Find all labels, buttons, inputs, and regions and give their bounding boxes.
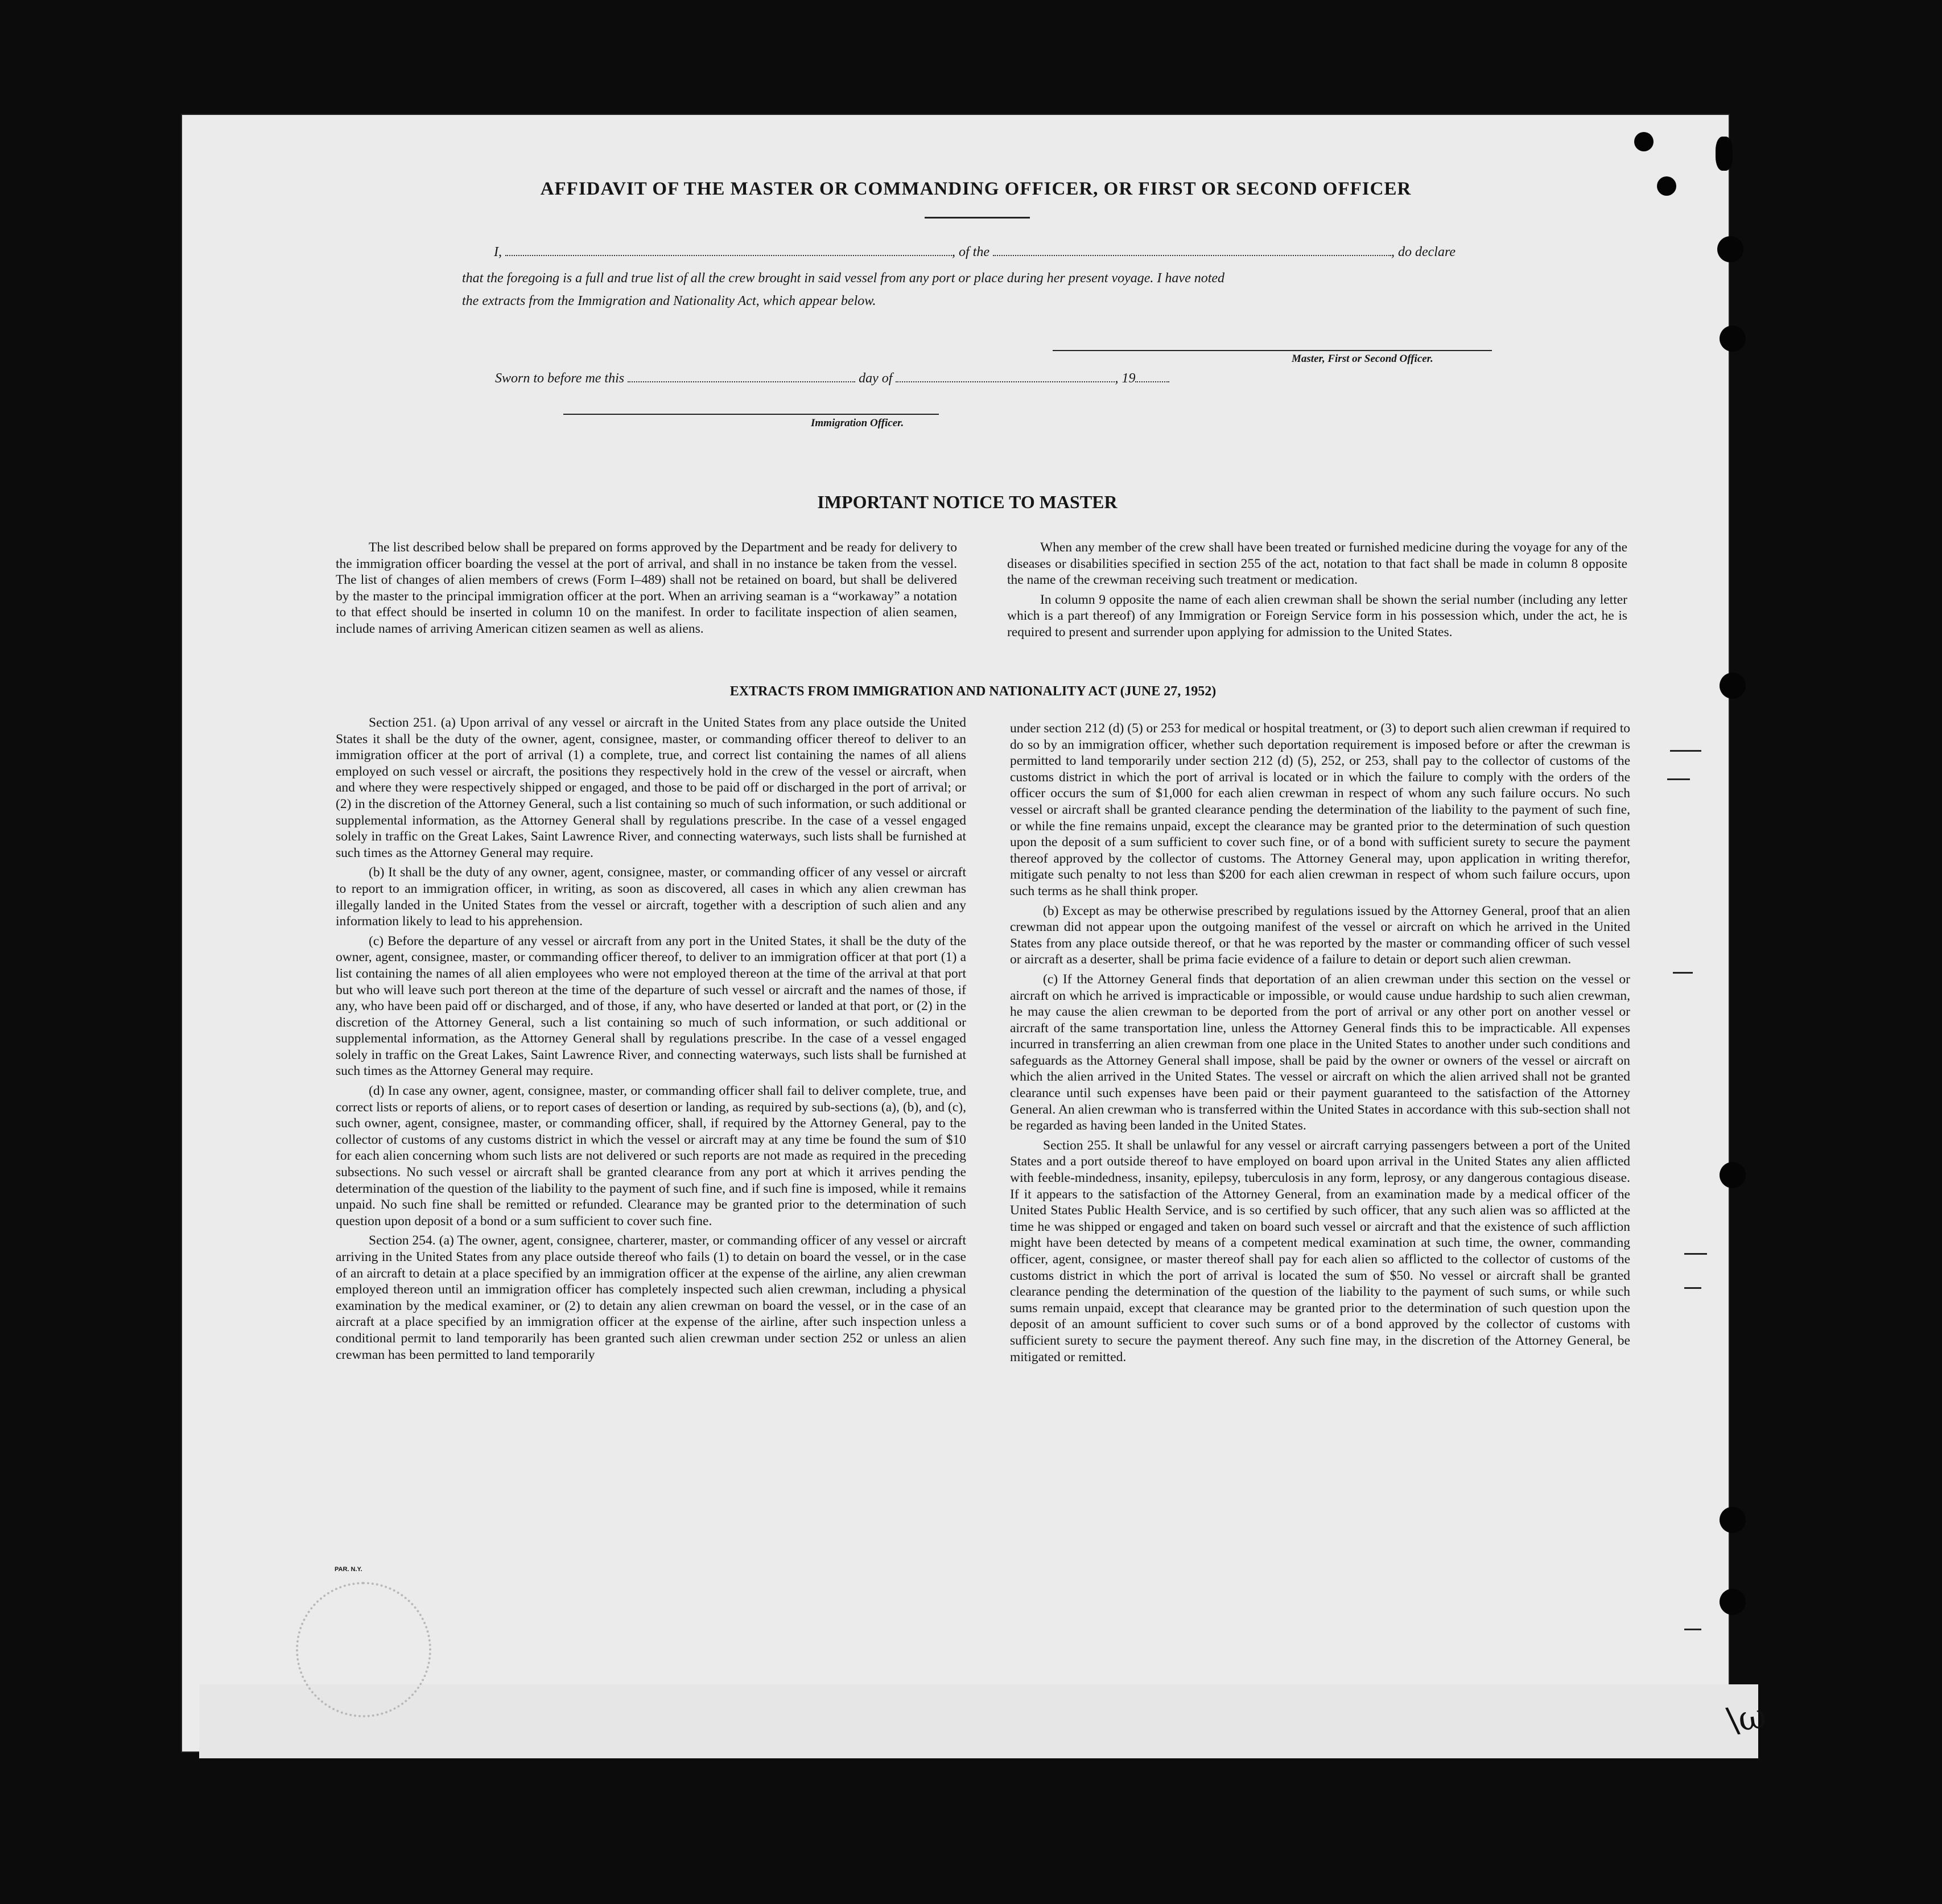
- year-prefix: , 19: [1115, 371, 1136, 386]
- day-of-text: day of: [859, 371, 893, 386]
- extracts-right-column: [1010, 720, 1630, 1369]
- faded-seal-stamp: [296, 1582, 431, 1717]
- notice-title: IMPORTANT NOTICE TO MASTER: [817, 492, 1118, 512]
- scan-mark: [1684, 1287, 1701, 1289]
- section-251-c: (c) Before the departure of any vessel or aircraft from any port in the United States, it shall be the duty of the owner, agent, consignee, master, or commanding officer thereof, to deliver to an immigration officer at that port (1) a list containing the names of all alien employees who were not employed thereon at the time of the arrival at that port but who will leave such port thereon at the time of the departure of such vessel or aircraft and the names of those, if any, who have been paid off or discharged, and of those, if any, who have deserted or landed at that port, or (2) in the discretion of the Attorney General, such a list containing so much of such information, or such additional or supplemental information, as the Attorney General shall by regulations prescribe. In the case of a vessel engaged solely in traffic on the Great Lakes, Saint Lawrence River, and connecting waterways, such lists shall be furnished at such times as the Attorney General may require.: [336, 933, 966, 1079]
- punch-hole: [1720, 673, 1746, 699]
- extracts-left-column: [336, 715, 966, 1366]
- extracts-title: EXTRACTS FROM IMMIGRATION AND NATIONALITY ACT (JUNE 27, 1952): [729, 684, 1217, 699]
- section-254-a: Section 254. (a) The owner, agent, consignee, charterer, master, or commanding officer of any vessel or aircraft arriving in the United States from any place outside thereof who fails (1) to detain on board the vessel, or in the case of an aircraft to detain at a place specified by an immigration officer at the expense of the airline, any alien crewman employed thereon until an immigration officer has completely inspected such alien crewman, including a physical examination by the medical examiner, or (2) to detain any alien crewman on board the vessel, or in the case of an aircraft at a place specified by an immigration officer at the expense of the airline, after such inspection unless a conditional permit to land temporarily has been granted such alien crewman under section 252 or unless an alien crewman has been permitted to land temporarily: [336, 1233, 966, 1362]
- sworn-month-blank[interactable]: [896, 381, 1115, 382]
- declare-text: , do declare: [1391, 245, 1456, 259]
- notice-left-paragraph: The list described below shall be prepared on forms approved by the Department and be ready for delivery to the immigration officer boarding the vessel at the port of arrival, and shall in no instance be taken from the vessel. The list of changes of alien members of crews (Form I–489) shall not be retained on board, but shall be delivered by the master to the principal immigration officer at the port. When an arriving seaman is a “workaway” a notation to that effect should be inserted in column 10 on the manifest. In order to facilitate inspection of alien seamen, include names of arriving American citizen seamen as well as aliens.: [336, 540, 957, 636]
- of-the-text: , of the: [952, 245, 989, 259]
- sworn-text: Sworn to before me this: [495, 371, 625, 386]
- punch-hole: [1720, 325, 1746, 352]
- sworn-line: [495, 371, 1169, 386]
- notice-left-column: [336, 539, 957, 641]
- declaration-line: [494, 245, 1456, 260]
- scan-mark: [1667, 778, 1690, 780]
- punch-hole: [1717, 236, 1743, 262]
- scan-mark: [1673, 972, 1693, 974]
- sworn-year-blank[interactable]: [1135, 381, 1169, 382]
- punch-hole: [1657, 176, 1676, 196]
- notice-right-paragraph-2: In column 9 opposite the name of each alien crewman shall be shown the serial number (including any letter which is a part thereof) of any Immigration or Foreign Service form in his possession which, under the act, he is required to present and surrender upon applying for admission to the United States.: [1007, 592, 1627, 640]
- scan-mark: [1670, 750, 1701, 752]
- declarant-prefix: I,: [494, 245, 502, 259]
- declaration-text-line2: that the foregoing is a full and true list of all the crew brought in said vessel from any port or place during her present voyage. I have noted: [462, 271, 1225, 286]
- declarant-name-blank[interactable]: [505, 254, 952, 256]
- section-251-d: (d) In case any owner, agent, consignee, master, or commanding officer shall fail to deliver complete, true, and correct lists or reports of aliens, or to report cases of desertion or landing, as required by sub-sections (a), (b), and (c), such owner, agent, consignee, master, or commanding officer, shall, if required by the Attorney General, pay to the collector of customs of any customs district in which the vessel or aircraft may at any time be found the sum of $10 for each alien concerning whom such lists are not delivered or such reports are not made as required in the preceding subsections. No such vessel or aircraft shall be granted clearance from any port at which it arrives pending the determination of the question of the liability to the payment of such fine, and if such fine is imposed, while it remains unpaid. No such fine shall be remitted or refunded. Clearance may be granted prior to the determination of such question upon deposit of a bond or a sum sufficient to cover such fine.: [336, 1083, 966, 1229]
- master-signature-label: Master, First or Second Officer.: [1292, 353, 1433, 365]
- printer-mark: PAR. N.Y.: [335, 1566, 362, 1573]
- section-254-a-continued: under section 212 (d) (5) or 253 for medical or hospital treatment, or (3) to deport such alien crewman if required to do so by an immigration officer, whether such deportation requirement is imposed before or after the crewman is permitted to land temporarily under section 212 (d) (5), 252, or 253, shall pay to the collector of customs of the customs district in which the port of arrival is located or in which the failure to comply with the orders of the officer occurs the sum of $1,000 for each alien crewman in respect of whom any such failure occurs. No such vessel or aircraft shall be granted clearance pending the determination of the liability to the payment of such fine, or while the fine remains unpaid, except the clearance may be granted prior to the determination of such question upon the deposit of a sum sufficient to cover such fine, or of a bond with sufficient surety to secure the payment thereof approved by the collector of customs. The Attorney General may, upon application in writing therefor, mitigate such penalty to not less than $200 for each alien crewman in respect of whom such failure occurs, upon such terms as he shall think proper.: [1010, 721, 1630, 899]
- sworn-day-blank[interactable]: [628, 381, 855, 382]
- section-254-c: (c) If the Attorney General finds that deportation of an alien crewman under this section on the vessel or aircraft on which he arrived is impracticable or impossible, or would cause undue hardship to such alien crewman, he may cause the alien crewman to be deported from the port of arrival or any other port on another vessel or aircraft of the same transportation line, unless the Attorney General finds this to be impracticable. All expenses incurred in transferring an alien crewman from one place in the United States to another under such conditions and safeguards as the Attorney General shall impose, shall be paid by the owner or owners of the vessel or aircraft on which the alien arrived in the United States. The vessel or aircraft on which the alien arrived shall not be granted clearance until such expenses have been paid or their payment guaranteed to the satisfaction of the Attorney General. An alien crewman who is transferred within the United States in accordance with this sub-section shall not be regarded as having been landed in the United States.: [1010, 971, 1630, 1134]
- handwritten-page-number: \ω: [1724, 1696, 1769, 1741]
- immigration-officer-signature-line[interactable]: [563, 414, 939, 415]
- section-254-b: (b) Except as may be otherwise prescribed by regulations issued by the Attorney General, proof that an alien crewman did not appear upon the outgoing manifest of the vessel or aircraft on which he arrived in the United States from any place outside thereof, or that he was reported by the master or commanding officer of such vessel or aircraft as a deserter, shall be prima facie evidence of a failure to detain or deport such alien crewman.: [1010, 903, 1630, 967]
- section-251-a: Section 251. (a) Upon arrival of any vessel or aircraft in the United States from any place outside the United States it shall be the duty of the owner, agent, consignee, master, or commanding officer thereof to deliver to an immigration officer at the port of arrival (1) a complete, true, and correct list containing the names of all aliens employed on such vessel or aircraft, the positions they respectively hold in the crew of the vessel or aircraft, when and where they were respectively shipped or engaged, and those to be paid off or discharged in the port of arrival; or (2) in the discretion of the Attorney General, such a list containing so much of such information, or such additional or supplemental information, as the Attorney General shall by regulations prescribe. In the case of a vessel engaged solely in traffic on the Great Lakes, Saint Lawrence River, and connecting waterways, such lists shall be furnished at such times as the Attorney General may require.: [336, 715, 966, 860]
- affidavit-title: AFFIDAVIT OF THE MASTER OR COMMANDING OFFICER, OR FIRST OR SECOND OFFICER: [540, 179, 1412, 199]
- section-255: Section 255. It shall be unlawful for any vessel or aircraft carrying passengers between a port of the United States and a port outside thereof to have employed on board upon arrival in the United States any alien afflicted with feeble-mindedness, insanity, epilepsy, tuberculosis in any form, leprosy, or any dangerous contagious disease. If it appears to the satisfaction of the Attorney General, from an examination made by a medical officer of the United States Public Health Service, and is so certified by such officer, that any such alien was so afflicted at the time he was shipped or engaged and taken on board such vessel or aircraft and that the existence of such affliction might have been detected by means of a competent medical examination at such time, the owner, commanding officer, agent, consignee, or master thereof shall pay for each alien so afflicted to the collector of customs of the customs district in which the port of arrival is located the sum of $50. No vessel or aircraft shall be granted clearance pending the determination of the question of the liability to the payment of such sums, or while such sums remain unpaid, except that clearance may be granted prior to the determination of such question upon the deposit of an amount sufficient to cover such sums or of a bond approved by the collector of customs with sufficient surety to secure the payment thereof. Any such fine may, in the discretion of the Attorney General, be mitigated or remitted.: [1010, 1138, 1630, 1365]
- scan-mark: [1684, 1253, 1707, 1255]
- torn-edge-mark: [1716, 137, 1733, 171]
- punch-hole: [1720, 1507, 1746, 1533]
- section-251-b: (b) It shall be the duty of any owner, agent, consignee, master, or commanding officer of any vessel or aircraft to report to an immigration officer, in writing, as soon as discovered, all cases in which any alien crewman has illegally landed in the United States from the vessel or aircraft, together with a description of such alien and any information likely to lead to his apprehension.: [336, 865, 966, 929]
- form-page-bottom: [199, 1684, 1758, 1758]
- punch-hole: [1720, 1162, 1746, 1188]
- punch-hole: [1720, 1589, 1746, 1615]
- punch-hole: [1634, 132, 1654, 151]
- declaration-text-line3: the extracts from the Immigration and Nationality Act, which appear below.: [462, 294, 876, 308]
- master-signature-line[interactable]: [1053, 350, 1492, 351]
- immigration-officer-label: Immigration Officer.: [811, 417, 904, 429]
- notice-right-paragraph-1: When any member of the crew shall have been treated or furnished medicine during the voyage for any of the diseases or disabilities specified in section 255 of the act, notation to that fact shall be made in column 8 opposite the name of the crewman receiving such treatment or medication.: [1007, 540, 1627, 588]
- vessel-name-blank[interactable]: [993, 254, 1391, 256]
- scan-mark: [1684, 1629, 1701, 1630]
- notice-right-column: [1007, 539, 1627, 644]
- title-rule: [925, 217, 1030, 219]
